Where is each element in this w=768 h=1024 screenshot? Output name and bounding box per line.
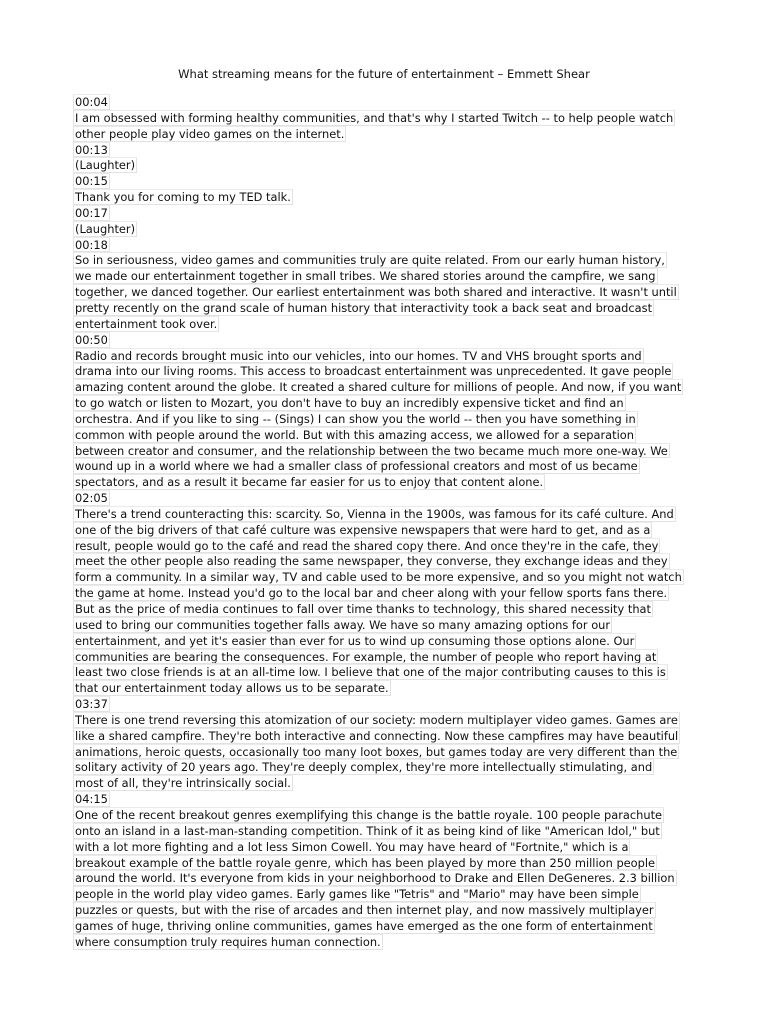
transcript-line: (Laughter) [75, 221, 136, 236]
timestamp: 00:04 [75, 95, 108, 109]
transcript-line: other people play video games on the internet. [75, 126, 345, 141]
timestamp: 03:37 [75, 697, 108, 712]
transcript-line: between creator and consumer, and the relationship between the two became much more one-way. We [75, 443, 668, 458]
transcript-line: where consumption truly requires human connection. [75, 934, 381, 949]
transcript-line: people in the world play video games. Early games like "Tetris" and "Mario" may have been simple [75, 887, 639, 902]
transcript-line: entertainment, and yet it's easier than ever for us to wind up consuming those options alone. Our [75, 633, 635, 648]
transcript-line: the game at home. Instead you'd go to the local bar and cheer along with your fellow sports fans there. [75, 586, 668, 601]
transcript-line: Radio and records brought music into our vehicles, into our homes. TV and VHS brought sports and [75, 348, 642, 363]
transcript-line: onto an island in a last-man-standing competition. Think of it as being kind of like "American Idol," but [75, 823, 660, 838]
transcript-line: orchestra. And if you like to sing -- (Sings) I can show you the world -- then you have something in [75, 411, 636, 426]
transcript-line: like a shared campfire. They're both interactive and connecting. Now these campfires may have beautiful [75, 728, 679, 743]
transcript-line: least two close friends is at an all-time low. I believe that one of the major contributing causes to this is [75, 665, 666, 680]
transcript-line: form a community. In a similar way, TV and cable used to be more expensive, and so you might not watch [75, 570, 682, 585]
transcript-line: entertainment took over. [75, 316, 218, 331]
transcript-line: common with people around the world. But with this amazing access, we allowed for a separation [75, 427, 634, 442]
transcript-line: animations, heroic quests, occasionally too many loot boxes, but games today are very different than the [75, 744, 678, 759]
transcript-line: that our entertainment today allows us to be separate. [75, 681, 389, 696]
transcript-line: pretty recently on the grand scale of human history that interactivity took a back seat and broadcast [75, 300, 653, 315]
document-title: What streaming means for the future of entertainment – Emmett Shear [178, 67, 590, 81]
transcript-line: games of huge, thriving online communities, games have emerged as the one form of entertainment [75, 918, 653, 933]
transcript-line: result, people would go to the café and read the shared copy there. And once they're in the cafe, they [75, 538, 659, 553]
transcript-line: One of the recent breakout genres exemplifying this change is the battle royale. 100 people parachute [75, 807, 663, 822]
transcript-line: (Laughter) [75, 158, 136, 173]
transcript-line: breakout example of the battle royale genre, which has been played by more than 250 million people [75, 855, 656, 870]
transcript-line: together, we danced together. Our earliest entertainment was both shared and interactive. It wasn't until [75, 285, 677, 300]
transcript-line: drama into our living rooms. This access to broadcast entertainment was unprecedented. It gave people [75, 364, 672, 379]
transcript-line: meet the other people also reading the same newspaper, they converse, they exchange ideas and they [75, 554, 668, 569]
transcript-line: to go watch or listen to Mozart, you don't have to buy an incredibly expensive ticket and find an [75, 396, 624, 411]
transcript-line: So in seriousness, video games and communities truly are quite related. From our early human history, [75, 253, 665, 268]
timestamp: 04:15 [75, 792, 108, 807]
transcript-line: But as the price of media continues to fall over time thanks to technology, this shared necessity that [75, 602, 651, 616]
transcript-line: wound up in a world where we had a smaller class of professional creators and most of us became [75, 459, 638, 474]
transcript-line: around the world. It's everyone from kids in your neighborhood to Drake and Ellen DeGeneres. 2.3 billion [75, 871, 675, 886]
transcript-line: amazing content around the globe. It created a shared culture for millions of people. And now, if you want [75, 380, 682, 395]
transcript-line: communities are bearing the consequences. For example, the number of people who report having at [75, 649, 657, 664]
transcript-line: we made our entertainment together in small tribes. We shared stories around the campfire, we sang [75, 269, 656, 284]
timestamp: 00:18 [75, 237, 108, 252]
transcript-line: spectators, and as a result it became far easier for us to enjoy that content alone. [75, 475, 544, 490]
transcript-line: Thank you for coming to my TED talk. [75, 190, 291, 205]
timestamp: 00:13 [75, 142, 108, 157]
transcript-line: There's a trend counteracting this: scarcity. So, Vienna in the 1900s, was famous for its café culture. And [75, 506, 674, 521]
transcript-line: most of all, they're intrinsically social. [75, 776, 291, 791]
transcript-line: I am obsessed with forming healthy communities, and that's why I started Twitch -- to help people watch [75, 110, 674, 125]
timestamp: 00:50 [75, 332, 108, 347]
transcript-line: used to bring our communities together falls away. We have so many amazing options for our [75, 617, 611, 632]
transcript-line: with a lot more fighting and a lot less Simon Cowell. You may have heard of "Fortnite," which is a [75, 839, 629, 854]
timestamp: 00:15 [75, 174, 108, 189]
transcript-line: one of the big drivers of that café culture was expensive newspapers that were hard to get, and as a [75, 522, 651, 537]
transcript-line: There is one trend reversing this atomization of our society: modern multiplayer video games. Games are [75, 712, 678, 727]
timestamp: 00:17 [75, 205, 108, 220]
transcript-body [73, 94, 698, 950]
timestamp: 02:05 [75, 491, 108, 506]
transcript-line: puzzles or quests, but with the rise of arcades and then internet play, and now massively multiplayer [75, 903, 654, 918]
transcript-line: solitary activity of 20 years ago. They're deeply complex, they're more intellectually stimulating, and [75, 760, 653, 775]
